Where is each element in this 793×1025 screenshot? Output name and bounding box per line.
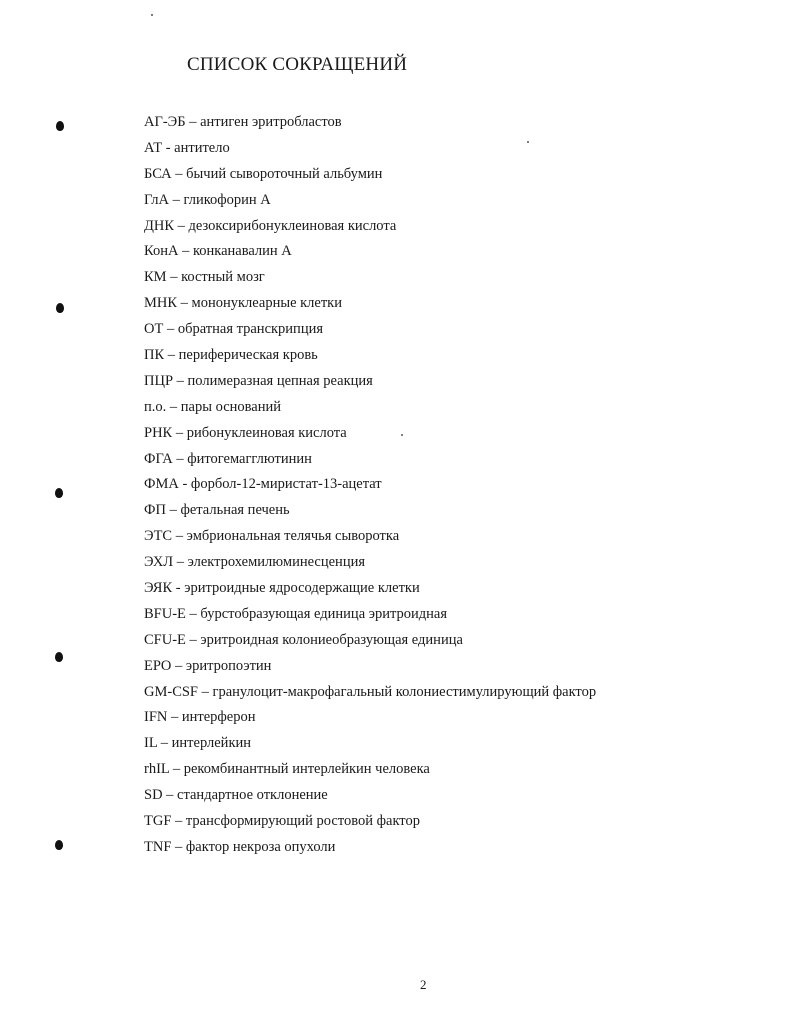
abbreviation-term: GM-CSF — [144, 683, 198, 700]
abbreviation-definition: дезоксирибонуклеиновая кислота — [188, 217, 397, 234]
abbreviation-term: IFN — [144, 709, 168, 726]
abbreviation-separator: – — [166, 269, 182, 286]
list-item — [144, 189, 596, 215]
abbreviation-term: EPO — [144, 657, 172, 674]
abbreviation-term: РНК — [144, 424, 173, 441]
abbreviation-term: ФМА — [144, 476, 179, 493]
abbreviation-term: ФГА — [144, 450, 173, 467]
abbreviation-definition: периферическая кровь — [178, 347, 318, 364]
abbreviation-definition: костный мозг — [181, 269, 265, 286]
abbreviation-term: ГлА — [144, 191, 169, 208]
abbreviation-separator: – — [167, 709, 182, 726]
abbreviation-definition: интерферон — [181, 709, 256, 726]
abbreviation-term: п.о. — [144, 398, 167, 415]
list-item — [144, 810, 596, 836]
abbreviation-definition: гликофорин А — [183, 191, 271, 208]
punch-hole — [56, 121, 64, 131]
punch-hole — [55, 840, 63, 850]
list-item — [144, 266, 596, 292]
list-item — [144, 655, 596, 681]
abbreviation-term: БСА — [144, 165, 172, 182]
abbreviation-separator: – — [169, 761, 184, 778]
abbreviation-definition: фетальная печень — [180, 502, 290, 519]
abbreviation-definition: эмбриональная телячья сыворотка — [186, 528, 400, 545]
abbreviation-separator: – — [169, 191, 184, 208]
abbreviation-separator: - — [178, 476, 191, 493]
list-item — [144, 396, 596, 422]
abbreviation-term: rhIL — [144, 761, 170, 778]
abbreviation-term: КонА — [144, 243, 179, 260]
abbreviation-term: КМ — [144, 269, 167, 286]
abbreviation-separator: – — [178, 243, 193, 260]
abbreviation-term: SD — [144, 787, 163, 804]
abbreviation-term: TNF — [144, 838, 172, 855]
abbreviation-term: ЭХЛ — [144, 554, 174, 571]
list-item — [144, 448, 596, 474]
abbreviation-separator: – — [174, 217, 189, 234]
abbreviation-separator: - — [172, 580, 185, 597]
list-item — [144, 551, 596, 577]
punch-hole — [55, 652, 63, 662]
list-item — [144, 732, 596, 758]
list-item — [144, 240, 596, 266]
page-number: 2 — [420, 977, 427, 992]
abbreviation-definition: бурстобразующая единица эритроидная — [200, 605, 447, 622]
abbreviation-separator: – — [177, 295, 192, 312]
abbreviation-definition: мононуклеарные клетки — [191, 295, 342, 312]
abbreviation-separator: – — [172, 424, 187, 441]
abbreviation-separator: – — [185, 114, 201, 130]
abbreviation-term: ДНК — [144, 217, 175, 234]
list-item — [144, 215, 596, 241]
abbreviation-term: ПЦР — [144, 372, 174, 389]
abbreviation-definition: трансформирующий ростовой фактор — [185, 813, 420, 830]
abbreviation-separator: – — [165, 502, 181, 519]
abbreviation-definition: фитогемагглютинин — [187, 450, 312, 467]
abbreviation-term: IL — [144, 735, 158, 752]
abbreviation-term: АТ — [144, 139, 163, 156]
list-item — [144, 706, 596, 732]
abbreviation-definition: бычий сывороточный альбумин — [186, 165, 383, 182]
list-item — [144, 525, 596, 551]
abbreviation-term: ОТ — [144, 321, 164, 338]
list-item — [144, 681, 596, 707]
abbreviation-term: МНК — [144, 295, 178, 312]
abbreviation-term: ПК — [144, 347, 165, 364]
page-title: СПИСОК СОКРАЩЕНИЙ — [187, 54, 408, 75]
abbreviation-definition: эритроидные ядросодержащие клетки — [184, 580, 420, 597]
abbreviation-definition: фактор некроза опухоли — [185, 838, 336, 855]
abbreviation-term: BFU-E — [144, 605, 186, 622]
abbreviation-definition: антиген эритробластов — [200, 114, 342, 130]
abbreviation-separator: – — [185, 605, 201, 622]
list-item — [144, 111, 596, 137]
abbreviation-separator: – — [198, 683, 213, 700]
abbreviation-definition: форбол-12-миристат-13-ацетат — [190, 476, 382, 493]
abbreviation-definition: антитело — [174, 139, 230, 156]
list-item — [144, 603, 596, 629]
list-item — [144, 318, 596, 344]
abbreviation-separator: – — [166, 398, 181, 415]
abbreviation-separator: – — [171, 838, 186, 855]
punch-hole — [55, 488, 63, 498]
abbreviation-separator: – — [173, 372, 188, 389]
abbreviation-separator: – — [164, 347, 179, 364]
abbreviation-separator: – — [163, 321, 178, 338]
abbreviation-definition: гранулоцит-макрофагальный колониестимулирующий фактор — [212, 683, 597, 700]
list-item — [144, 370, 596, 396]
abbreviation-definition: полимеразная цепная реакция — [187, 372, 373, 389]
abbreviation-term: ЭЯК — [144, 580, 173, 597]
abbreviation-term: ЭТС — [144, 528, 173, 545]
abbreviation-definition: обратная транскрипция — [177, 321, 324, 338]
punch-hole — [56, 303, 64, 313]
abbreviation-definition: конканавалин А — [192, 243, 292, 260]
list-item — [144, 473, 596, 499]
abbreviation-term: АГ-ЭБ — [144, 114, 186, 130]
abbreviation-separator: – — [171, 813, 186, 830]
abbreviation-separator: – — [171, 165, 187, 182]
list-item — [144, 344, 596, 370]
abbreviation-separator: – — [157, 735, 172, 752]
abbreviation-separator: – — [171, 657, 186, 674]
abbreviation-definition: эритроидная колониеобразующая единица — [200, 631, 463, 648]
abbreviation-separator: – — [172, 450, 188, 467]
abbreviation-definition: стандартное отклонение — [177, 787, 328, 804]
abbreviation-separator: - — [162, 139, 175, 156]
list-item — [144, 836, 596, 862]
abbreviation-definition: эритропоэтин — [185, 657, 272, 674]
abbreviation-definition: рекомбинантный интерлейкин человека — [183, 761, 430, 778]
abbreviation-separator: – — [172, 528, 187, 545]
list-item — [144, 499, 596, 525]
list-item — [144, 784, 596, 810]
list-item — [144, 422, 596, 448]
abbreviation-separator: – — [162, 787, 178, 804]
list-item — [144, 137, 596, 163]
list-item — [144, 577, 596, 603]
abbreviation-separator: – — [185, 631, 201, 648]
abbreviation-definition: интерлейкин — [171, 735, 252, 752]
abbreviation-term: TGF — [144, 813, 172, 830]
list-item — [144, 758, 596, 784]
list-item — [144, 292, 596, 318]
abbreviation-term: CFU-E — [144, 631, 186, 648]
abbreviation-term: ФП — [144, 502, 166, 519]
list-item — [144, 163, 596, 189]
abbreviation-definition: пары оснований — [180, 398, 282, 415]
abbreviation-definition: электрохемилюминесценция — [187, 554, 366, 571]
list-item — [144, 629, 596, 655]
abbreviation-separator: – — [173, 554, 188, 571]
abbreviation-definition: рибонуклеиновая кислота — [186, 424, 347, 441]
scan-speck — [151, 14, 153, 16]
abbreviation-list — [144, 111, 596, 862]
